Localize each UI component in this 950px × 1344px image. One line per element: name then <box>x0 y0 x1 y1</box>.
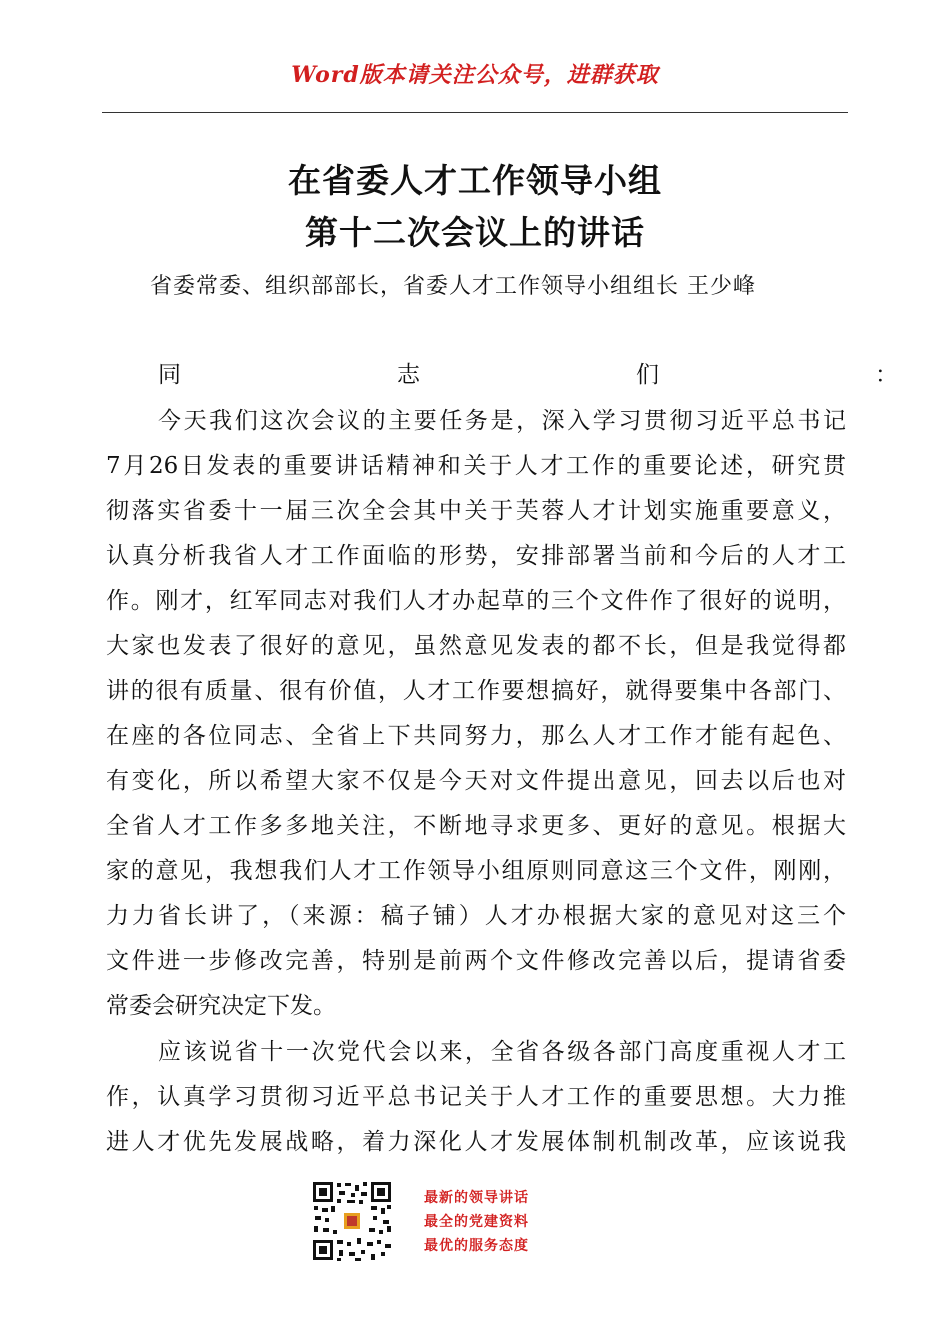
paragraph-line: 讲的很有质量、很有价值，人才工作要想搞好，就得要集中各部门、 <box>106 678 846 704</box>
header-divider <box>102 112 848 113</box>
paragraph-line: 家的意见，我想我们人才工作领导小组原则同意这三个文件，刚刚， <box>106 858 846 884</box>
paragraph-line: 作。刚才，红军同志对我们人才办起草的三个文件作了很好的说明， <box>106 588 846 614</box>
paragraph-line: 大家也发表了很好的意见，虽然意见发表的都不长，但是我觉得都 <box>106 633 846 659</box>
paragraph-line: 在座的各位同志、全省上下共同努力，那么人才工作才能有起色、 <box>106 723 846 749</box>
paragraph-line: 力力省长讲了，（来源：稿子铺）人才办根据大家的意见对这三个 <box>106 903 846 929</box>
document-title-line-1: 在省委人才工作领导小组 <box>288 161 662 200</box>
paragraph-line: 进人才优先发展战略，着力深化人才发展体制机制改革，应该说我 <box>106 1129 846 1155</box>
paragraph-line: 有变化，所以希望大家不仅是今天对文件提出意见，回去以后也对 <box>106 768 846 794</box>
footer-line-2: 最全的党建资料 <box>424 1214 529 1230</box>
paragraph-line: 7月26日发表的重要讲话精神和关于人才工作的重要论述，研究贯 <box>106 453 846 479</box>
paragraph-line: 全省人才工作多多地关注，不断地寻求更多、更好的意见。根据大 <box>106 813 846 839</box>
salutation: 同志们： <box>158 362 898 388</box>
author-byline: 省委常委、组织部部长，省委人才工作领导小组组长 王少峰 <box>150 274 756 299</box>
footer-line-1: 最新的领导讲话 <box>424 1190 529 1206</box>
header-note: Word版本请关注公众号，进群获取 <box>291 62 659 88</box>
paragraph-line: 应该说省十一次党代会以来，全省各级各部门高度重视人才工 <box>158 1039 846 1065</box>
paragraph-line: 文件进一步修改完善，特别是前两个文件修改完善以后，提请省委 <box>106 948 846 974</box>
paragraph-line: 作，认真学习贯彻习近平总书记关于人才工作的重要思想。大力推 <box>106 1084 846 1110</box>
qr-code-icon <box>311 1180 393 1262</box>
paragraph-line: 常委会研究决定下发。 <box>106 993 336 1019</box>
paragraph-line: 彻落实省委十一届三次全会其中关于芙蓉人才计划实施重要意义， <box>106 498 846 524</box>
paragraph-line: 认真分析我省人才工作面临的形势，安排部署当前和今后的人才工 <box>106 543 846 569</box>
document-title-line-2: 第十二次会议上的讲话 <box>305 213 645 252</box>
paragraph-line: 今天我们这次会议的主要任务是，深入学习贯彻习近平总书记 <box>158 408 846 434</box>
footer-line-3: 最优的服务态度 <box>424 1238 529 1254</box>
